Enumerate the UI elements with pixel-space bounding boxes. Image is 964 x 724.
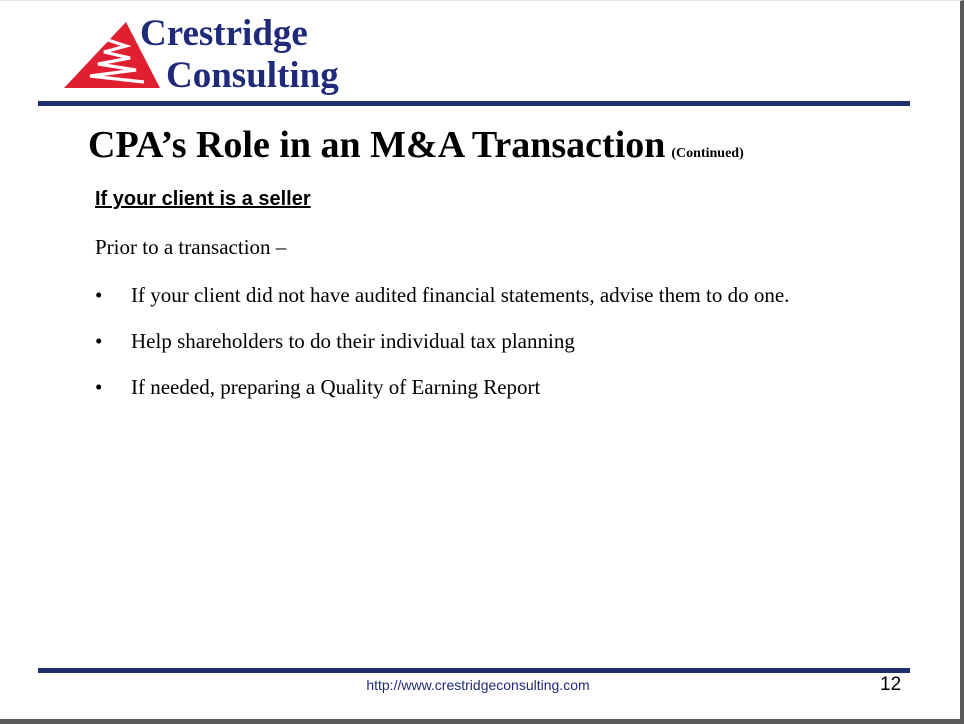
slide-title	[88, 122, 744, 177]
bullet-list	[95, 279, 835, 417]
bullet-text: Help shareholders to do their individual tax planning	[131, 329, 575, 353]
company-logo	[62, 14, 362, 98]
logo-text-line1: Crestridge	[140, 13, 308, 54]
slide-title-suffix: (Continued)	[671, 146, 744, 161]
page-number: 12	[880, 674, 902, 695]
footer-url-link[interactable]: http://www.crestridgeconsulting.com	[366, 677, 590, 693]
bullet-icon: •	[95, 329, 103, 353]
bullet-text: If needed, preparing a Quality of Earning Report	[131, 375, 541, 399]
list-item	[95, 325, 835, 357]
section-subheading: If your client is a seller	[95, 188, 311, 210]
footer-url-row	[0, 677, 964, 693]
list-item	[95, 279, 835, 311]
bullet-text: If your client did not have audited financial statements, advise them to do one.	[131, 283, 790, 307]
footer-rule	[38, 668, 910, 673]
list-item	[95, 371, 835, 403]
bullet-icon: •	[95, 375, 103, 399]
logo-text-line2: Consulting	[166, 55, 339, 96]
slide-title-text: CPA’s Role in an M&A Transaction	[88, 124, 666, 166]
header-rule	[38, 101, 910, 106]
bullet-icon: •	[95, 283, 103, 307]
intro-text: Prior to a transaction –	[95, 235, 287, 259]
